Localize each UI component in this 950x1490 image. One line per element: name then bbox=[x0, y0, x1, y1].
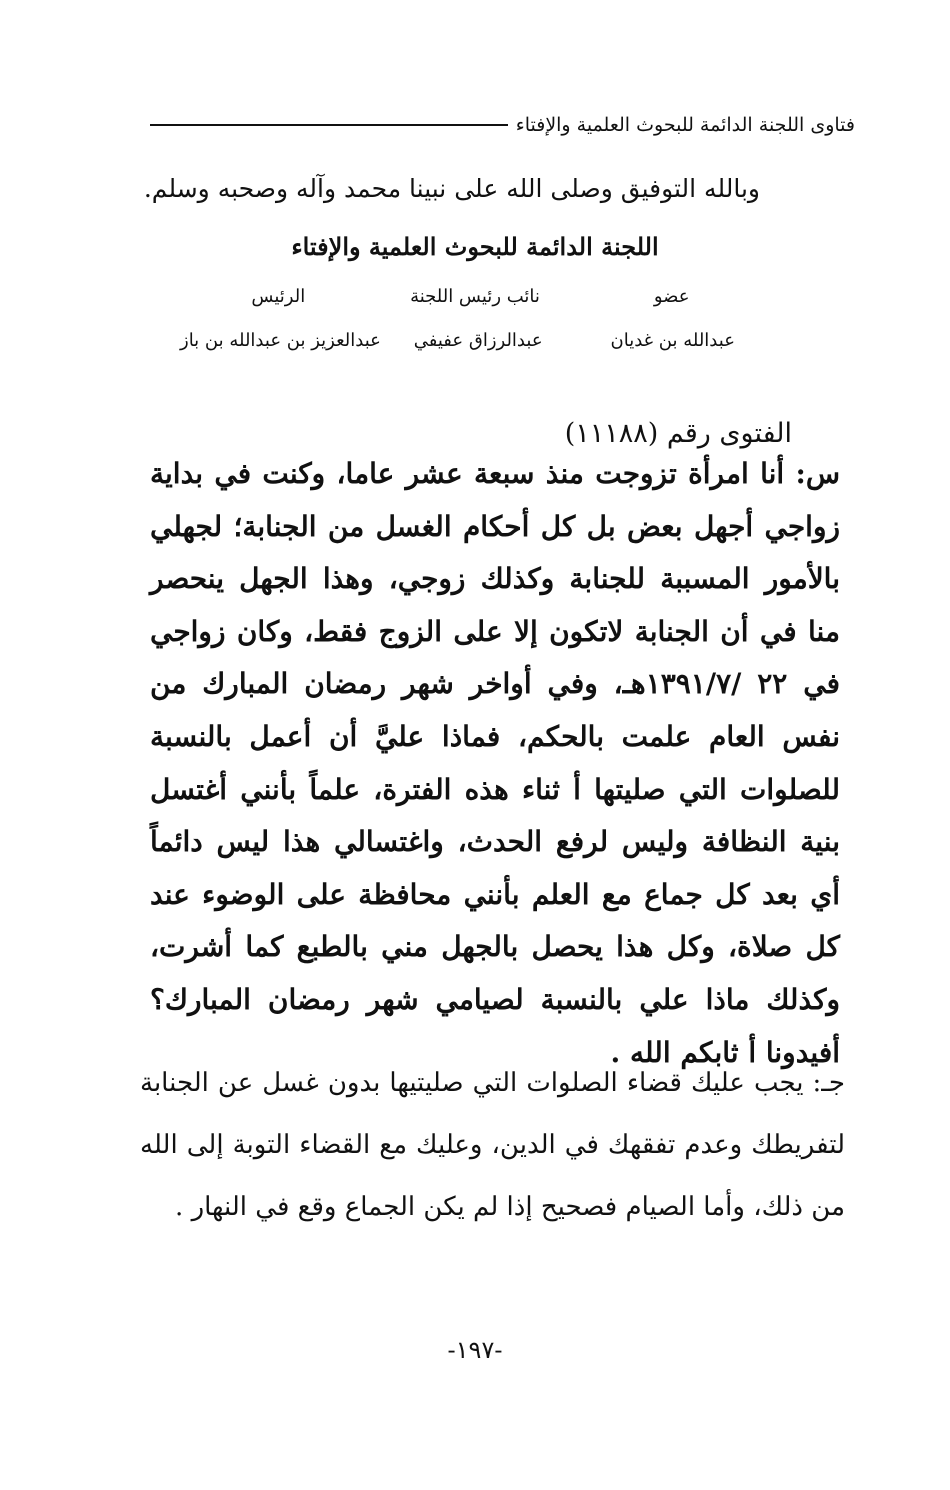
header-rule bbox=[150, 124, 508, 126]
page-number: -١٩٧- bbox=[447, 1336, 503, 1364]
fatwa-title: الفتوى رقم (١١١٨٨) bbox=[564, 418, 792, 449]
header-title: فتاوى اللجنة الدائمة للبحوث العلمية والإفتاء bbox=[515, 114, 855, 136]
signatory-role: نائب رئيس اللجنة bbox=[410, 286, 540, 307]
signatory-roles bbox=[180, 286, 770, 307]
signatory-name: عبدالرزاق عفيفي bbox=[413, 330, 543, 351]
signatory-role: الرئيس bbox=[251, 286, 306, 307]
closing-prayer: وبالله التوفيق وصلى الله على نبينا محمد وآله وصحبه وسلم. bbox=[143, 174, 760, 203]
running-header bbox=[150, 114, 855, 136]
signatory-name: عبدالعزيز بن عبدالله بن باز bbox=[180, 330, 381, 351]
signatory-role: عضو bbox=[653, 286, 690, 307]
signatory-name: عبدالله بن غديان bbox=[610, 330, 735, 351]
committee-name: اللجنة الدائمة للبحوث العلمية والإفتاء bbox=[291, 232, 659, 261]
fatwa-answer: جـ: يجب عليك قضاء الصلوات التي صليتيها بدون غسل عن الجنابة لتفريطك وعدم تفقهك في الدين، وعليك مع القضاء التوبة إلى الله من ذلك، وأما الصيام فصحيح إذا لم يكن الجماع وقع في النهار . bbox=[140, 1068, 845, 1222]
fatwa-question: س: أنا امرأة تزوجت منذ سبعة عشر عاما، وكنت في بداية زواجي أجهل بعض بل كل أحكام الغسل من الجنابة؛ لجهلي بالأمور المسببة للجنابة وكذلك زوجي، وهذا الجهل ينحصر منا في أن الجنابة لاتكون إلا على الزوج فقط، وكان زواجي في ٢٢ /١٣٩١/٧هـ، وفي أواخر شهر رمضان المبارك من نفس العام علمت بالحكم، فماذا عليَّ أن أعمل بالنسبة للصلوات التي صليتها أ ثناء هذه الفترة، علماً بأنني أغتسل بنية النظافة وليس لرفع الحدث، واغتسالي هذا ليس دائماً أي بعد كل جماع مع العلم بأنني محافظة على الوضوء عند كل صلاة، وكل هذا يحصل بالجهل مني بالطبع كما أشرت، وكذلك ماذا علي بالنسبة لصيامي شهر رمضان المبارك؟ أفيدونا أ ثابكم الله . bbox=[150, 457, 840, 1069]
signatory-names bbox=[180, 330, 770, 351]
